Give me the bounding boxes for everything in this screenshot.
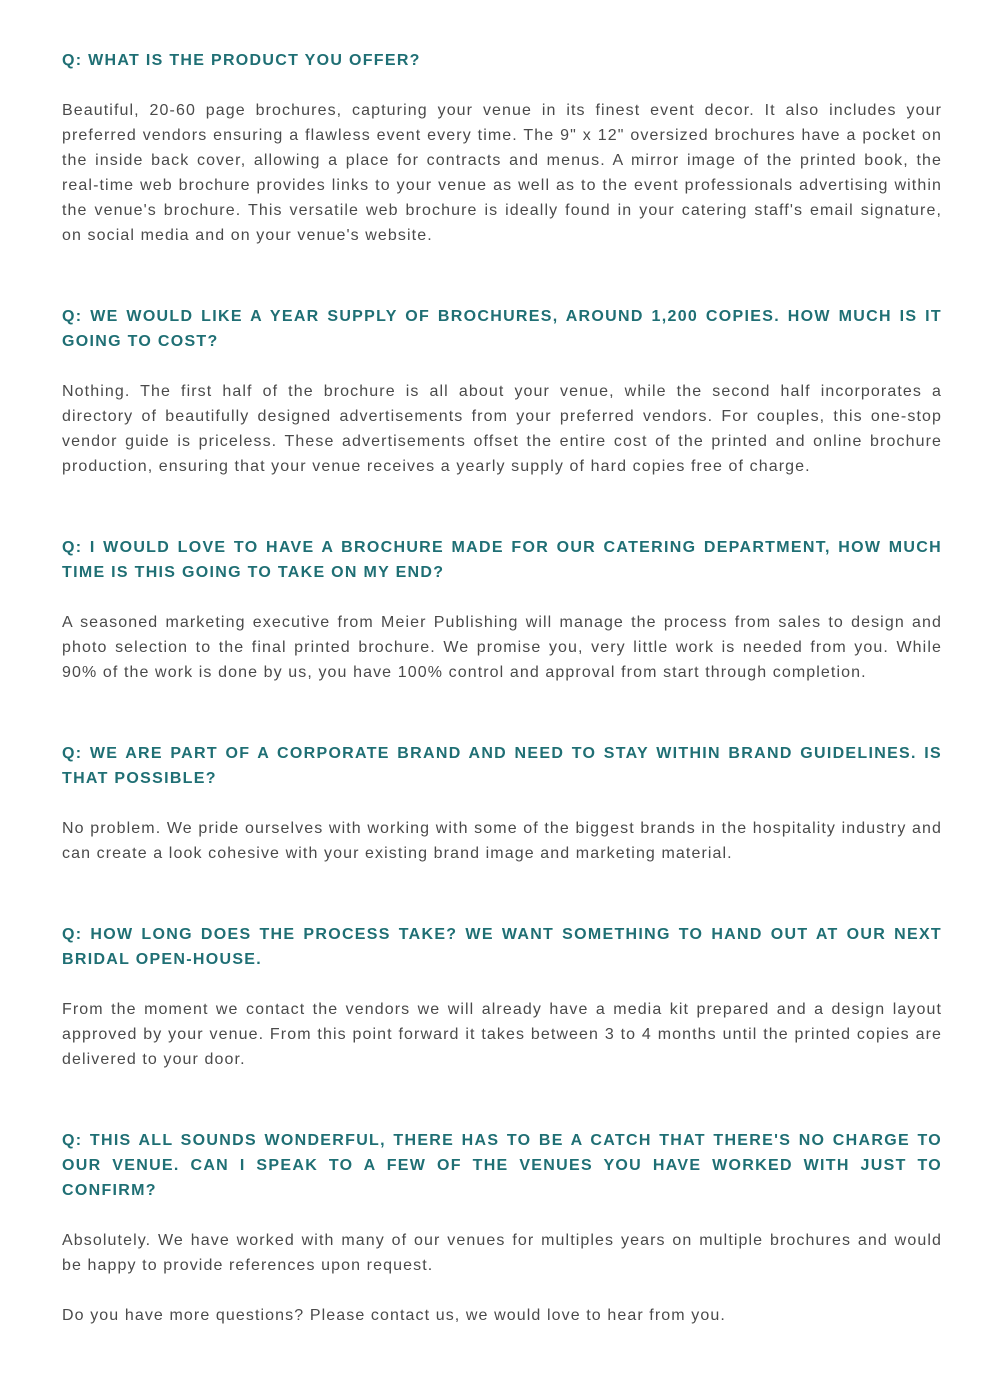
faq-page bbox=[62, 48, 942, 1328]
faq-item-cost bbox=[62, 304, 942, 479]
faq-question: Q: WHAT IS THE PRODUCT YOU OFFER? bbox=[62, 52, 421, 69]
faq-item-references bbox=[62, 1128, 942, 1278]
faq-answer: Absolutely. We have worked with many of our venues for multiples years on multiple brochures and would be happy to provide references upon request. bbox=[62, 1232, 942, 1274]
faq-item-time bbox=[62, 535, 942, 685]
closing-contact-text: Do you have more questions? Please contact us, we would love to hear from you. bbox=[62, 1307, 726, 1324]
faq-question: Q: WE WOULD LIKE A YEAR SUPPLY OF BROCHURES, AROUND 1,200 COPIES. HOW MUCH IS IT GOING TO COST? bbox=[62, 308, 942, 350]
faq-item-brand bbox=[62, 741, 942, 866]
faq-answer: No problem. We pride ourselves with working with some of the biggest brands in the hospitality industry and can create a look cohesive with your existing brand image and marketing material. bbox=[62, 820, 942, 862]
faq-question: Q: HOW LONG DOES THE PROCESS TAKE? WE WANT SOMETHING TO HAND OUT AT OUR NEXT BRIDAL OPEN-HOUSE. bbox=[62, 926, 942, 968]
faq-answer: Beautiful, 20-60 page brochures, capturing your venue in its finest event decor. It also includes your preferred vendors ensuring a flawless event every time. The 9" x 12" oversized brochures have a pocket on the inside back cover, allowing a place for contracts and menus. A mirror image of the printed book, the real-time web brochure provides links to your venue as well as to the event professionals advertising within the venue's brochure. This versatile web brochure is ideally found in your catering staff's email signature, on social media and on your venue's website. bbox=[62, 102, 942, 244]
faq-question: Q: I WOULD LOVE TO HAVE A BROCHURE MADE FOR OUR CATERING DEPARTMENT, HOW MUCH TIME IS THIS GOING TO TAKE ON MY END? bbox=[62, 539, 942, 581]
faq-item-product bbox=[62, 48, 942, 248]
faq-question: Q: THIS ALL SOUNDS WONDERFUL, THERE HAS TO BE A CATCH THAT THERE'S NO CHARGE TO OUR VENUE. CAN I SPEAK TO A FEW OF THE VENUES YOU HAVE WORKED WITH JUST TO CONFIRM? bbox=[62, 1132, 942, 1199]
faq-question: Q: WE ARE PART OF A CORPORATE BRAND AND NEED TO STAY WITHIN BRAND GUIDELINES. IS THAT POSSIBLE? bbox=[62, 745, 942, 787]
faq-answer: Nothing. The first half of the brochure is all about your venue, while the second half incorporates a directory of beautifully designed advertisements from your preferred vendors. For couples, this one-stop vendor guide is priceless. These advertisements offset the entire cost of the printed and online brochure production, ensuring that your venue receives a yearly supply of hard copies free of charge. bbox=[62, 383, 942, 475]
faq-item-process bbox=[62, 922, 942, 1072]
faq-answer: From the moment we contact the vendors we will already have a media kit prepared and a design layout approved by your venue. From this point forward it takes between 3 to 4 months until the printed copies are delivered to your door. bbox=[62, 1001, 942, 1068]
faq-answer: A seasoned marketing executive from Meier Publishing will manage the process from sales to design and photo selection to the final printed brochure. We promise you, very little work is needed from you. While 90% of the work is done by us, you have 100% control and approval from start through completion. bbox=[62, 614, 942, 681]
